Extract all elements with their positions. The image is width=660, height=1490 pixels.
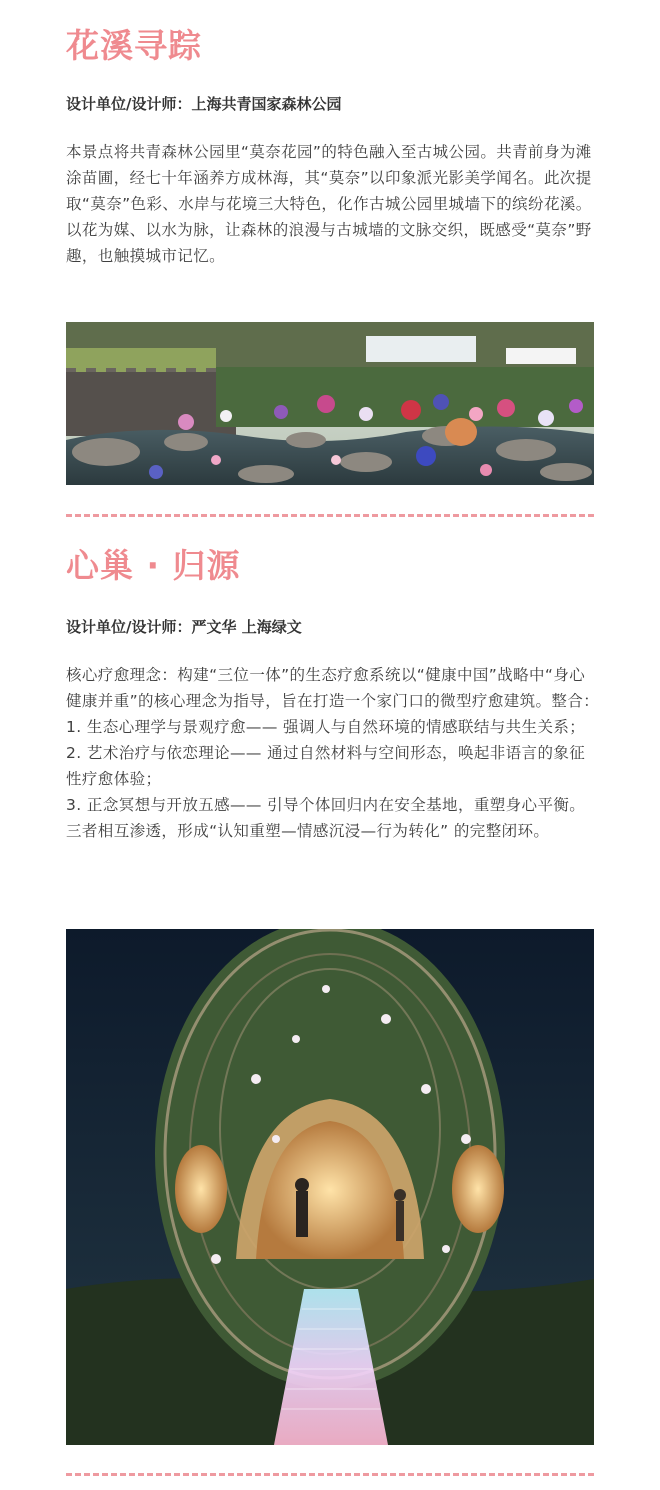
section2-body	[66, 662, 600, 844]
section2-point-1: 1. 生态心理学与景观疗愈—— 强调人与自然环境的情感联结与共生关系；	[66, 718, 586, 736]
nest-pavilion-render	[66, 929, 594, 1445]
section1-paragraph	[66, 139, 600, 269]
section2-intro: 核心疗愈理念：构建“三位一体”的生态疗愈系统以“健康中国”战略中“身心健康并重”的核心理念为指导，旨在打造一个家门口的微型疗愈建筑。整合：	[66, 666, 600, 710]
section1-paragraph-text: 本景点将共青森林公园里“莫奈花园”的特色融入至古城公园。共青前身为滩涂苗圃，经七十年涵养方成林海，其“莫奈”以印象派光影美学闻名。此次提取“莫奈”色彩、水岸与花境三大特色，化作古城公园里城墙下的缤纷花溪。以花为媒、以水为脉，让森林的浪漫与古城墙的文脉交织，既感受“莫奈”野趣，也触摸城市记忆。	[66, 143, 592, 265]
section2-conclusion: 三者相互渗透，形成“认知重塑—情感沉浸—行为转化” 的完整闭环。	[66, 822, 550, 840]
section2-point-3: 3. 正念冥想与开放五感—— 引导个体回归内在安全基地，重塑身心平衡。	[66, 796, 586, 814]
flower-stream-photo	[66, 322, 594, 485]
section-divider-2	[66, 1473, 594, 1476]
section2-title: 心巢 · 归源	[66, 546, 241, 585]
section-divider-1	[66, 514, 594, 517]
section1-credit: 设计单位/设计师：上海共青国家森林公园	[66, 95, 342, 113]
section1-title: 花溪寻踪	[66, 26, 202, 65]
section2-credit: 设计单位/设计师：严文华 上海绿文	[66, 618, 302, 636]
section2-point-2: 2. 艺术治疗与依恋理论—— 通过自然材料与空间形态，唤起非语言的象征性疗愈体验；	[66, 744, 586, 788]
